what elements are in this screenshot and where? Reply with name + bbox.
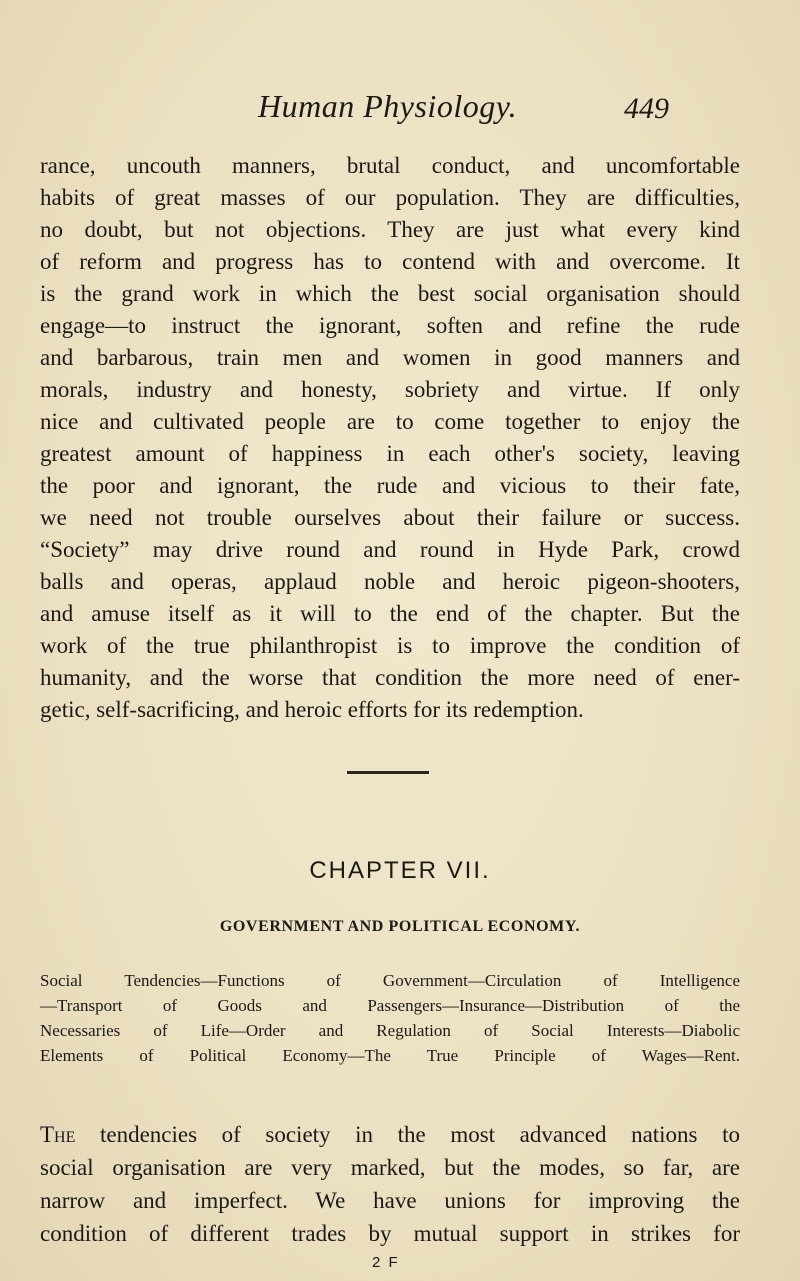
text-line: condition of different trades by mutual support in strikes for <box>40 1221 740 1246</box>
text-line: nice and cultivated people are to come together to enjoy the <box>40 409 740 434</box>
body-paragraph <box>40 150 740 726</box>
text-line: no doubt, but not objections. They are just what every kind <box>40 217 740 242</box>
text-line: humanity, and the worse that condition the more need of ener- <box>40 665 740 690</box>
text-line: of reform and progress has to contend with and overcome. It <box>40 249 740 274</box>
text-line: greatest amount of happiness in each other's society, leaving <box>40 441 740 466</box>
chapter-title: GOVERNMENT AND POLITICAL ECONOMY. <box>219 918 581 935</box>
chapter-body <box>40 1118 740 1250</box>
opening-word: The <box>40 1122 76 1147</box>
text-line: work of the true philanthropist is to improve the condition of <box>40 633 740 658</box>
summary-line: Elements of Political Economy—The True Principle of Wages—Rent. <box>40 1046 740 1065</box>
text-line: “Society” may drive round and round in Hyde Park, crowd <box>40 537 740 562</box>
text-line: we need not trouble ourselves about their failure or success. <box>40 505 740 530</box>
summary-line: Necessaries of Life—Order and Regulation of Social Interests—Diabolic <box>40 1021 740 1040</box>
text-line-opening <box>40 1118 740 1151</box>
running-head-title: Human Physiology. <box>258 88 518 124</box>
text-line: getic, self-sacrificing, and heroic efforts for its redemption. <box>40 697 584 722</box>
text-line: rance, uncouth manners, brutal conduct, and uncomfortable <box>40 153 740 178</box>
text-line: and amuse itself as it will to the end of the chapter. But the <box>40 601 740 626</box>
chapter-heading: CHAPTER VII. <box>309 857 491 884</box>
text-line: narrow and imperfect. We have unions for improving the <box>40 1188 740 1213</box>
text-line: and barbarous, train men and women in good manners and <box>40 345 740 370</box>
text-line: balls and operas, applaud noble and heroic pigeon-shooters, <box>40 569 740 594</box>
opening-rest: tendencies of society in the most advanced nations to <box>75 1122 740 1147</box>
page-number: 449 <box>624 92 669 125</box>
section-divider <box>347 771 429 774</box>
summary-line: —Transport of Goods and Passengers—Insurance—Distribution of the <box>40 996 740 1015</box>
text-line: the poor and ignorant, the rude and vicious to their fate, <box>40 473 740 498</box>
text-line: habits of great masses of our population. They are difficulties, <box>40 185 740 210</box>
summary-line: Social Tendencies—Functions of Government—Circulation of Intelligence <box>40 971 740 990</box>
text-line: engage—to instruct the ignorant, soften and refine the rude <box>40 313 740 338</box>
text-line: morals, industry and honesty, sobriety and virtue. If only <box>40 377 740 402</box>
text-line: social organisation are very marked, but the modes, so far, are <box>40 1155 740 1180</box>
printer-signature: 2 F <box>372 1254 400 1271</box>
chapter-summary <box>40 968 740 1068</box>
text-line: is the grand work in which the best social organisation should <box>40 281 740 306</box>
